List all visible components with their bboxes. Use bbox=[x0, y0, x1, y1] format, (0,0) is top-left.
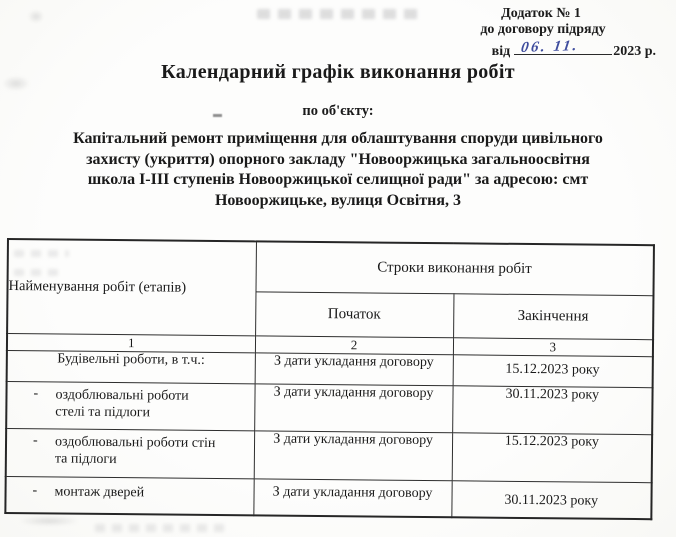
column-header-start: Початок bbox=[255, 291, 453, 337]
work-name-cell bbox=[5, 476, 253, 515]
work-name-text: оздоблювальні роботи стін та підлоги bbox=[54, 433, 216, 468]
bleed-through-artifact bbox=[257, 9, 419, 19]
contract-date-line bbox=[428, 37, 658, 60]
column-number: 2 bbox=[255, 335, 453, 354]
work-name-text: оздоблювальні роботи стелі та підлоги bbox=[55, 386, 189, 421]
object-description-line: Новооржицьке, вулиця Освітня, 3 bbox=[214, 191, 462, 209]
table-row bbox=[6, 428, 652, 482]
work-name-cell: Будівельні роботи, в т.ч.: bbox=[7, 350, 255, 383]
object-description-line: школа І-ІІІ ступенів Новооржицької селищної ради" за адресою: смт bbox=[87, 171, 589, 188]
handwritten-date: 06. 11. bbox=[520, 37, 581, 56]
works-schedule-table-wrap bbox=[4, 238, 653, 520]
object-heading: по об'єкту: bbox=[302, 103, 374, 119]
table-row bbox=[6, 381, 652, 434]
start-date-cell: З дати укладання договору bbox=[253, 478, 451, 517]
appendix-number-line: Додаток № 1 bbox=[501, 6, 581, 21]
bullet-dash: - bbox=[33, 385, 39, 401]
date-year-label: 2023 р. bbox=[613, 44, 656, 59]
works-schedule-table bbox=[4, 238, 655, 520]
table-row bbox=[5, 476, 651, 519]
column-header-work-name: Найменування робіт (етапів) bbox=[7, 239, 256, 335]
column-header-end: Закінчення bbox=[453, 293, 653, 339]
appendix-header-block bbox=[428, 6, 658, 60]
smudge-artifact bbox=[18, 516, 80, 526]
date-blank-underline bbox=[514, 37, 612, 56]
bullet-dash: - bbox=[32, 482, 38, 498]
work-name-text: монтаж дверей bbox=[54, 483, 145, 500]
start-date-cell: З дати укладання договору bbox=[254, 383, 452, 432]
work-name-cell bbox=[6, 428, 254, 478]
bleed-through-artifact bbox=[95, 524, 225, 532]
date-prefix-label: від bbox=[491, 44, 511, 59]
object-description bbox=[18, 129, 658, 211]
object-description-line: захисту (укриття) опорного закладу "Новооржицька загальноосвітня bbox=[86, 150, 590, 168]
column-number: 1 bbox=[7, 333, 255, 352]
end-date-cell: 15.12.2023 року bbox=[452, 432, 652, 482]
document-title: Календарний графік виконання робіт bbox=[161, 61, 515, 83]
start-date-cell: З дати укладання договору bbox=[254, 430, 452, 480]
work-name-cell bbox=[6, 381, 254, 430]
end-date-cell: 30.11.2023 року bbox=[451, 480, 651, 519]
smudge-artifact bbox=[28, 10, 44, 23]
start-date-cell: З дати укладання договору bbox=[255, 352, 453, 385]
end-date-cell: 30.11.2023 року bbox=[452, 385, 652, 434]
column-group-header-terms: Строки виконання робіт bbox=[255, 241, 653, 295]
contract-reference-line: до договору підряду bbox=[480, 21, 606, 37]
column-number: 3 bbox=[453, 337, 653, 356]
object-description-line: Капітальний ремонт приміщення для облаштування споруди цивільного bbox=[73, 130, 603, 147]
bullet-dash: - bbox=[32, 432, 38, 448]
end-date-cell: 15.12.2023 року bbox=[453, 354, 653, 387]
